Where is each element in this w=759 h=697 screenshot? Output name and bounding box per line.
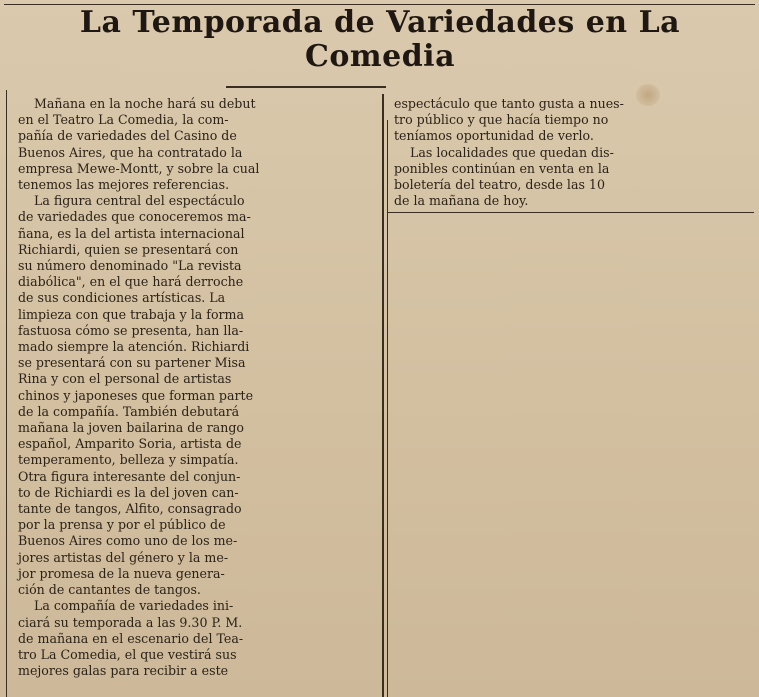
text-line: to de Richiardi es la del joven can- xyxy=(18,484,239,500)
text-line: diabólica", en el que hará derroche xyxy=(18,274,244,290)
text-line: ciará su temporada a las 9.30 P. M. xyxy=(18,614,243,630)
headline-rule xyxy=(226,86,386,88)
text-line: mado siempre la atención. Richiardi xyxy=(18,339,250,355)
text-line: se presentará con su partener Misa xyxy=(18,355,246,371)
text-line: ción de cantantes de tangos. xyxy=(18,582,201,598)
text-line: de variedades que conoceremos ma- xyxy=(18,209,251,225)
text-line: ñana, es la del artista internacional xyxy=(18,225,245,241)
text-line: limpieza con que trabaja y la forma xyxy=(18,306,245,322)
next-headline-partial xyxy=(22,686,372,697)
text-line: en el Teatro La Comedia, la com- xyxy=(18,112,229,128)
text-line: español, Amparito Soria, artista de xyxy=(18,436,242,452)
text-line: espectáculo que tanto gusta a nues- xyxy=(394,96,624,111)
text-line: Buenos Aires, que ha contratado la xyxy=(18,144,243,160)
headline xyxy=(10,6,750,74)
headline-line-2: Comedia xyxy=(304,39,456,74)
text-line: Richiardi, quien se presentará con xyxy=(18,241,239,257)
right-column-border xyxy=(387,120,388,697)
text-line: de la compañía. También debutará xyxy=(18,403,240,419)
right-column-end-rule xyxy=(388,212,754,213)
text-line: mejores galas para recibir a este xyxy=(18,663,229,679)
text-line: tro público y que hacía tiempo no xyxy=(394,112,609,128)
left-column xyxy=(18,96,374,679)
text-line: pañía de variedades del Casino de xyxy=(18,128,237,144)
text-line: tenemos las mejores referencias. xyxy=(18,177,230,193)
text-line: tro La Comedia, el que vestirá sus xyxy=(18,646,237,662)
text-line: fastuosa cómo se presenta, han lla- xyxy=(18,322,244,338)
text-line: empresa Mewe-Montt, y sobre la cual xyxy=(18,160,260,176)
text-line: Buenos Aires como uno de los me- xyxy=(18,533,238,549)
headline-line-1: La Temporada de Variedades en La xyxy=(79,5,681,40)
text-line: teníamos oportunidad de verlo. xyxy=(394,128,594,144)
text-line: por la prensa y por el público de xyxy=(18,517,226,533)
top-rule xyxy=(4,4,755,5)
left-border xyxy=(6,90,7,697)
text-line: temperamento, belleza y simpatía. xyxy=(18,452,239,468)
text-line: Las localidades que quedan dis- xyxy=(410,144,614,160)
text-line: de mañana en el escenario del Tea- xyxy=(18,630,244,646)
text-line: Mañana en la noche hará su debut xyxy=(34,96,256,111)
text-line: chinos y japoneses que forman parte xyxy=(18,387,254,403)
text-line: La figura central del espectáculo xyxy=(34,193,245,209)
paper-stain xyxy=(636,84,660,106)
text-line: jor promesa de la nueva genera- xyxy=(18,565,225,581)
text-line: La compañía de variedades ini- xyxy=(34,598,234,614)
text-line: su número denominado "La revista xyxy=(18,258,242,274)
text-line: tante de tangos, Alfito, consagrado xyxy=(18,501,242,517)
text-line: mañana la joven bailarina de rango xyxy=(18,420,245,436)
column-divider xyxy=(382,94,384,697)
text-line: de sus condiciones artísticas. La xyxy=(18,290,226,306)
text-line: de la mañana de hoy. xyxy=(394,193,529,209)
text-line: boletería del teatro, desde las 10 xyxy=(394,177,605,193)
text-line: Rina y con el personal de artistas xyxy=(18,371,232,387)
text-line: jores artistas del género y la me- xyxy=(18,549,229,565)
text-line: ponibles continúan en venta en la xyxy=(394,160,610,176)
text-line: Otra figura interesante del conjun- xyxy=(18,468,241,484)
right-column xyxy=(394,96,750,209)
